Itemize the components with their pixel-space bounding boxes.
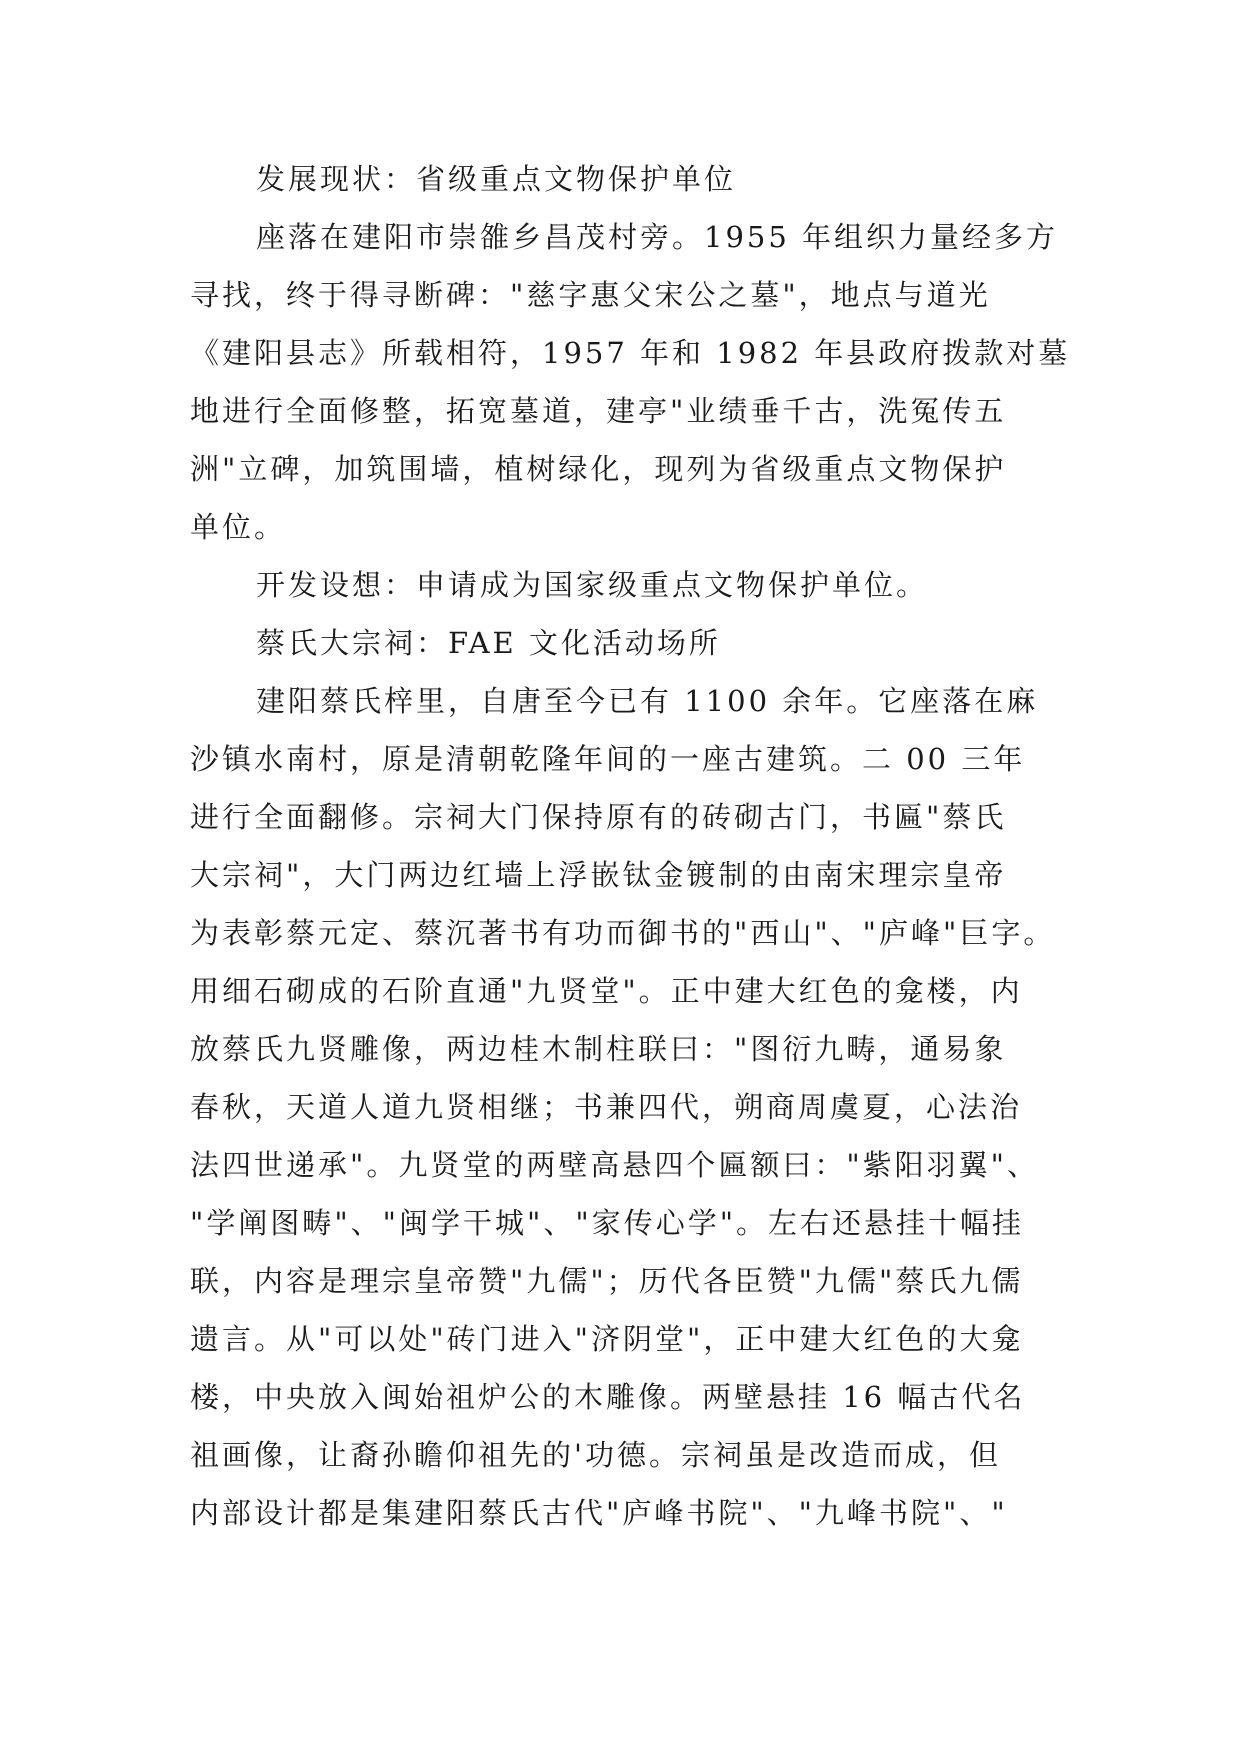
paragraph-line: 为表彰蔡元定、蔡沉著书有功而御书的"西山"、"庐峰"巨字。 xyxy=(190,916,1056,950)
paragraph-line: 地进行全面修整，拓宽墓道，建亭"业绩垂千古，洗冤传五 xyxy=(190,394,1007,428)
paragraph-line: 遗言。从"可以处"砖门进入"济阴堂"，正中建大红色的大龛 xyxy=(190,1322,1024,1356)
paragraph-line: 座落在建阳市崇雒乡昌茂村旁。1955 年组织力量经多方 xyxy=(256,220,1059,254)
paragraph-line: 法四世递承"。九贤堂的两壁高悬四个匾额曰："紫阳羽翼"、 xyxy=(190,1148,1040,1182)
heading-development-status: 发展现状：省级重点文物保护单位 xyxy=(256,162,737,196)
paragraph-line: 单位。 xyxy=(190,510,287,544)
paragraph-line: 联，内容是理宗皇帝赞"九儒"；历代各臣赞"九儒"蔡氏九儒 xyxy=(190,1264,1024,1298)
paragraph-line: 祖画像，让裔孙瞻仰祖先的'功德。宗祠虽是改造而成，但 xyxy=(190,1438,1001,1472)
paragraph-line: 大宗祠"，大门两边红墙上浮嵌钛金镀制的由南宋理宗皇帝 xyxy=(190,858,1007,892)
paragraph-line: 放蔡氏九贤雕像，两边桂木制柱联曰："图衍九畴，通易象 xyxy=(190,1032,1007,1066)
paragraph-line: 沙镇水南村，原是清朝乾隆年间的一座古建筑。二 00 三年 xyxy=(190,742,1026,776)
paragraph-line: 洲"立碑，加筑围墙，植树绿化，现列为省级重点文物保护 xyxy=(190,452,1007,486)
heading-ancestral-hall: 蔡氏大宗祠：FAE 文化活动场所 xyxy=(256,626,721,660)
paragraph-line: 《建阳县志》所载相符，1957 年和 1982 年县政府拨款对墓 xyxy=(190,336,1071,370)
heading-development-idea: 开发设想：申请成为国家级重点文物保护单位。 xyxy=(256,568,929,602)
paragraph-line: 进行全面翻修。宗祠大门保持原有的砖砌古门，书匾"蔡氏 xyxy=(190,800,1007,834)
paragraph-line: 建阳蔡氏梓里，自唐至今已有 1100 余年。它座落在麻 xyxy=(256,684,1039,718)
paragraph-line: 春秋，天道人道九贤相继；书兼四代，朔商周虞夏，心法治 xyxy=(190,1090,1023,1124)
paragraph-line: 用细石砌成的石阶直通"九贤堂"。正中建大红色的龛楼，内 xyxy=(190,974,1023,1008)
paragraph-line: 楼，中央放入闽始祖炉公的木雕像。两壁悬挂 16 幅古代名 xyxy=(190,1380,1026,1414)
paragraph-line: 寻找，终于得寻断碑："慈字惠父宋公之墓"，地点与道光 xyxy=(190,278,991,312)
paragraph-line: 内部设计都是集建阳蔡氏古代"庐峰书院"、"九峰书院"、" xyxy=(190,1496,1008,1530)
paragraph-line: "学阐图畴"、"闽学干城"、"家传心学"。左右还悬挂十幅挂 xyxy=(190,1206,1025,1240)
